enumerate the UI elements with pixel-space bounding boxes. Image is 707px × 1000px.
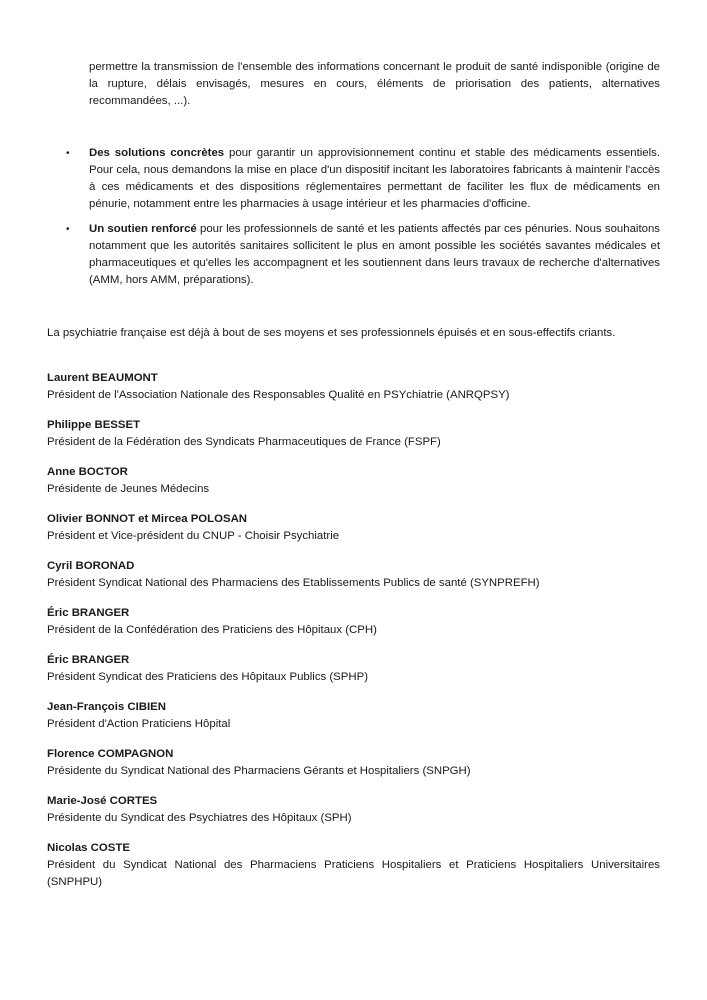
signatory-role: Président du Syndicat National des Pharmaciens Praticiens Hospitaliers et Praticiens Hospitaliers Universitaires (SNPHPU) xyxy=(47,859,660,888)
signatory-role: Président Syndicat des Praticiens des Hôpitaux Publics (SPHP) xyxy=(47,671,368,683)
signatory xyxy=(47,652,660,686)
bullet-icon: • xyxy=(66,148,70,159)
summary-paragraph: La psychiatrie française est déjà à bout de ses moyens et ses professionnels épuisés et en sous-effectifs criants. xyxy=(47,327,616,339)
signatory-role: Présidente de Jeunes Médecins xyxy=(47,483,210,495)
signatory-name: Anne BOCTOR xyxy=(47,466,128,478)
list-item-body: pour les professionnels de santé et les patients affectés par ces pénuries. Nous souhaitons notamment que les autorités sanitaires sollicitent le plus en amont possible les sociétés savantes médicales et pharmaceutiques et qu'elles les accompagnent et les soutiennent dans leurs travaux de recherche d'alternatives (AMM, hors AMM, préparations). xyxy=(89,223,660,286)
signatory-name: Cyril BORONAD xyxy=(47,560,135,572)
list-item-body: pour garantir un approvisionnement continu et stable des médicaments essentiels. Pour cela, nous demandons la mise en place d'un dispositif incitant les laboratoires fabricants à maintenir l'accès à ces médicaments et des dispositions réglementaires permettant de faciliter les flux de médicaments en pénurie, notamment entre les pharmacies à usage intérieur et les pharmacies d'officine. xyxy=(89,147,660,210)
list-item-text xyxy=(89,145,660,213)
signatory-role: Présidente du Syndicat National des Pharmaciens Gérants et Hospitaliers (SNPGH) xyxy=(47,765,471,777)
signatory-role: Président et Vice-président du CNUP - Choisir Psychiatrie xyxy=(47,530,340,542)
signatory-role: Président de la Confédération des Praticiens des Hôpitaux (CPH) xyxy=(47,624,377,636)
list-item xyxy=(47,221,660,289)
signatory xyxy=(47,699,660,733)
signatory xyxy=(47,793,660,827)
signatory-name: Laurent BEAUMONT xyxy=(47,372,158,384)
signatory-role: Président de la Fédération des Syndicats Pharmaceutiques de France (FSPF) xyxy=(47,436,441,448)
signatory-role: Présidente du Syndicat des Psychiatres des Hôpitaux (SPH) xyxy=(47,812,352,824)
signatory xyxy=(47,464,660,498)
signatory-name: Florence COMPAGNON xyxy=(47,748,174,760)
signatory xyxy=(47,605,660,639)
signatory-name: Philippe BESSET xyxy=(47,419,141,431)
signatory-name: Éric BRANGER xyxy=(47,607,130,619)
signatory xyxy=(47,417,660,451)
list-item-lead: Un soutien renforcé xyxy=(89,223,197,235)
signatory-name: Éric BRANGER xyxy=(47,654,130,666)
signatory xyxy=(47,511,660,545)
list-item xyxy=(47,145,660,213)
signatory xyxy=(47,746,660,780)
continuation-paragraph: permettre la transmission de l'ensemble des informations concernant le produit de santé indisponible (origine de la rupture, délais envisagés, mesures en cours, éléments de priorisation des patients, alternatives recommandées, ...). xyxy=(89,61,660,107)
signatory-name: Marie-José CORTES xyxy=(47,795,158,807)
signatory-name: Olivier BONNOT et Mircea POLOSAN xyxy=(47,513,248,525)
signatory-name: Nicolas COSTE xyxy=(47,842,130,854)
signatory-role: Président d'Action Praticiens Hôpital xyxy=(47,718,231,730)
list-item-text xyxy=(89,221,660,289)
signatory xyxy=(47,558,660,592)
list-item-lead: Des solutions concrètes xyxy=(89,147,225,159)
signatory xyxy=(47,370,660,404)
bullet-icon: • xyxy=(66,224,70,235)
signatory xyxy=(47,840,660,891)
signatory-role: Président Syndicat National des Pharmaciens des Etablissements Publics de santé (SYNPREFH) xyxy=(47,577,540,589)
demands-list xyxy=(47,145,660,297)
signatory-name: Jean-François CIBIEN xyxy=(47,701,167,713)
signatory-role: Président de l'Association Nationale des Responsables Qualité en PSYchiatrie (ANRQPSY) xyxy=(47,389,510,401)
signatories-list xyxy=(47,370,660,904)
